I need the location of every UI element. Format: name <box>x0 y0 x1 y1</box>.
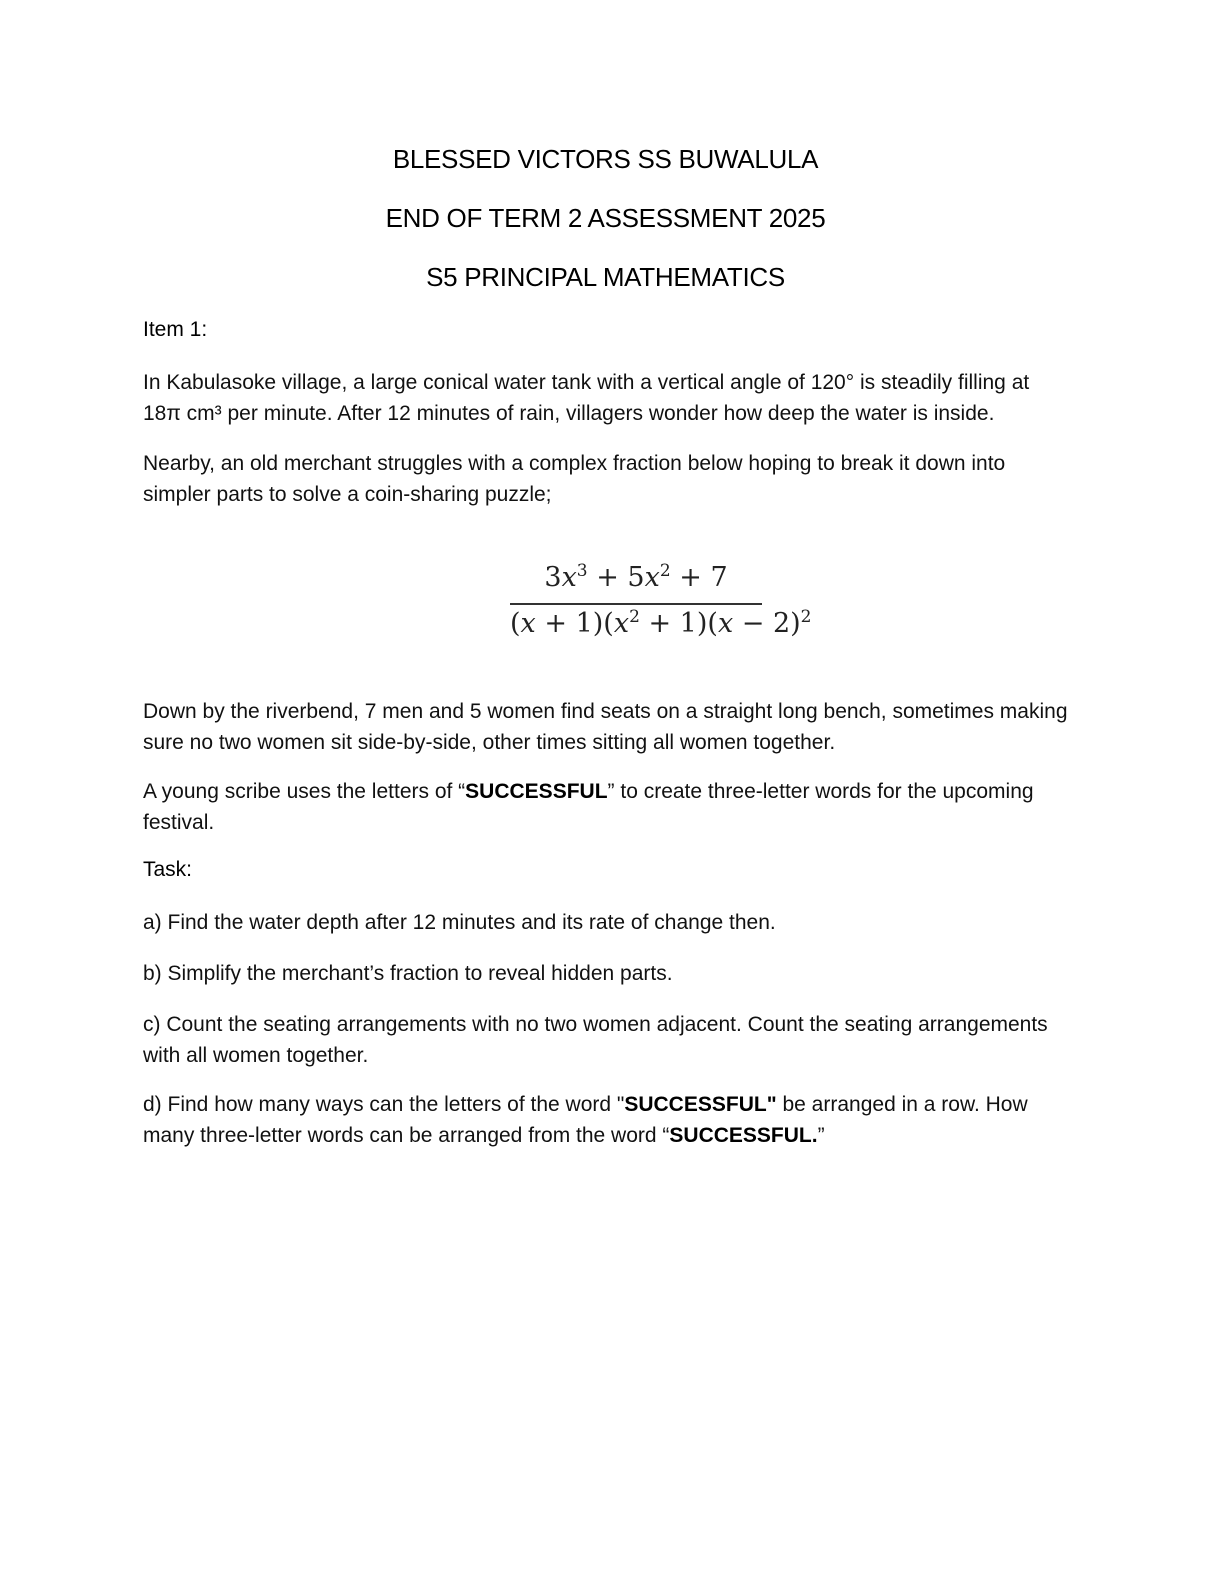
task-d-word-2: SUCCESSFUL. <box>669 1123 818 1147</box>
task-label: Task: <box>143 858 193 881</box>
scribe-paragraph <box>143 777 1068 838</box>
task-d-word-1: SUCCESSFUL" <box>624 1093 777 1116</box>
task-d-middle: be arranged in a row. How many three-letter words can be arranged from the word “ <box>143 1093 1028 1147</box>
school-name-heading: BLESSED VICTORS SS BUWALULA <box>392 144 819 174</box>
task-c: c) Count the seating arrangements with no two women adjacent. Count the seating arrangements with all women together. <box>143 1013 1048 1067</box>
task-d <box>143 1090 1068 1151</box>
fraction-bar <box>510 603 762 605</box>
item-label: Item 1: <box>143 318 208 341</box>
subject-heading: S5 PRINCIPAL MATHEMATICS <box>426 262 785 292</box>
scribe-text-start: A young scribe uses the letters of “ <box>143 780 466 803</box>
merchant-paragraph: Nearby, an old merchant struggles with a complex fraction below hoping to break it down into simpler parts to solve a coin-sharing puzzle; <box>143 452 1006 506</box>
successful-word: SUCCESSFUL <box>465 780 608 803</box>
partial-fraction-formula <box>510 558 812 650</box>
assessment-heading: END OF TERM 2 ASSESSMENT 2025 <box>385 203 826 233</box>
task-b: b) Simplify the merchant’s fraction to reveal hidden parts. <box>143 962 673 985</box>
task-a: a) Find the water depth after 12 minutes and its rate of change then. <box>143 911 776 934</box>
bench-seating-paragraph: Down by the riverbend, 7 men and 5 women find seats on a straight long bench, sometimes making sure no two women sit side-by-side, other times sitting all women together. <box>143 700 1068 754</box>
scribe-text-end: ” to create three-letter words for the upcoming festival. <box>143 780 1034 834</box>
formula-numerator: $3x^3 + 5x^2 + 7$ <box>544 561 728 593</box>
task-d-start: d) Find how many ways can the letters of the word " <box>143 1093 625 1116</box>
water-tank-paragraph: In Kabulasoke village, a large conical water tank with a vertical angle of 120° is steadily filling at 18π cm³ per minute. After 12 minutes of rain, villagers wonder how deep the water is inside. <box>143 371 1030 425</box>
formula-denominator: $(x + 1)(x^2 + 1)(x - 2)^2$ <box>510 607 812 639</box>
task-d-end: ” <box>817 1123 825 1147</box>
